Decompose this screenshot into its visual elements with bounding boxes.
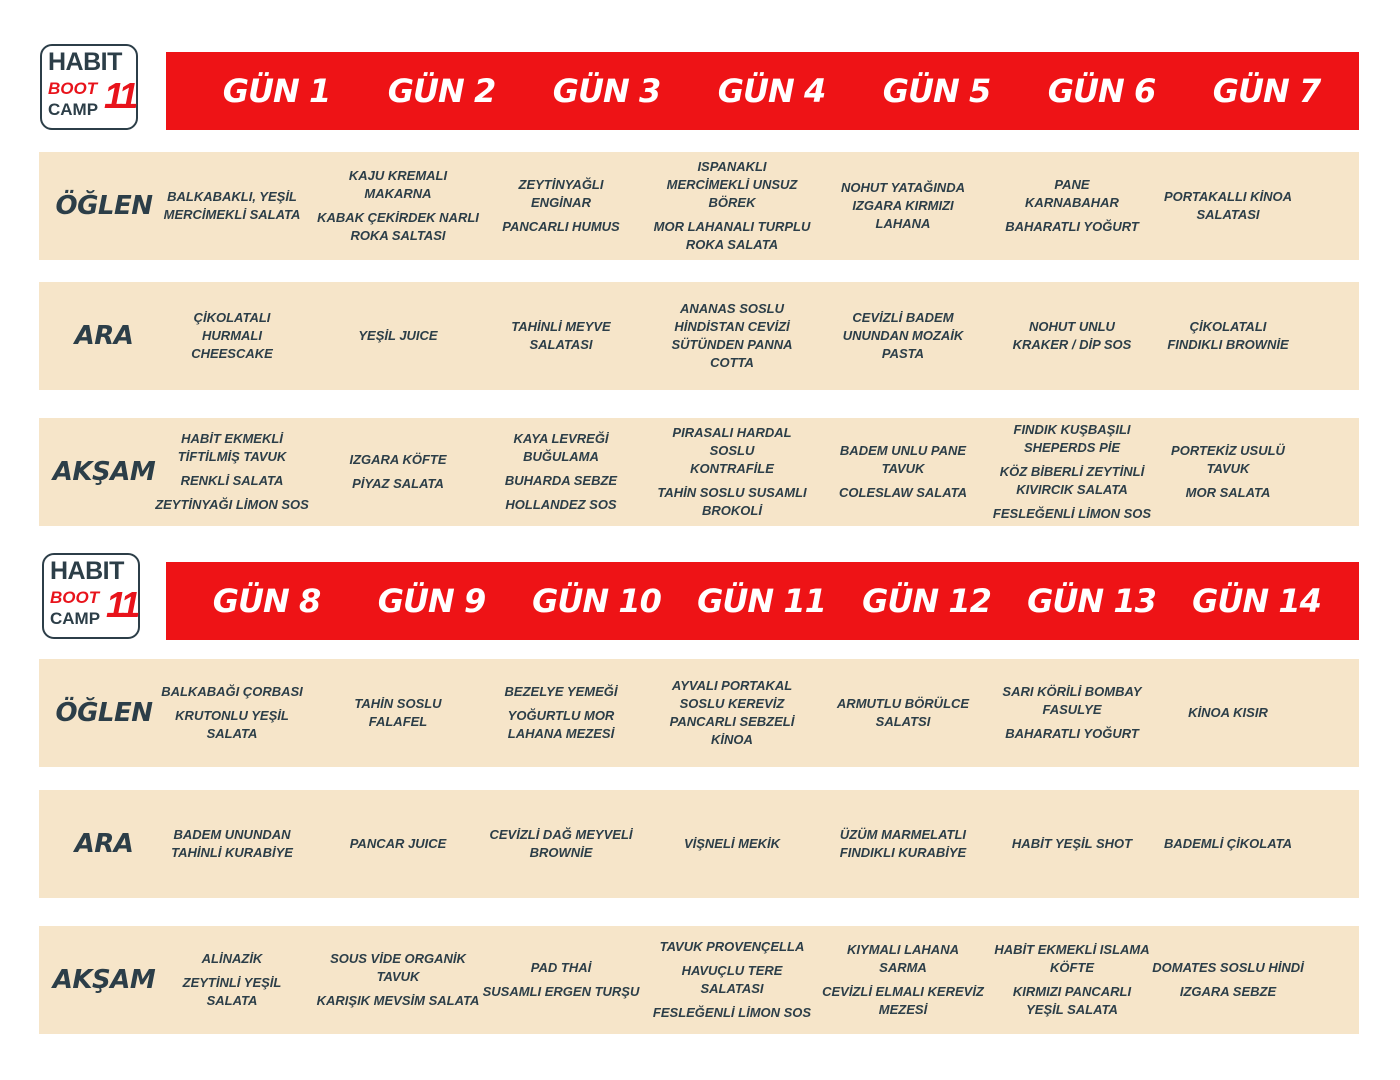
- dish-item: BADEMLİ ÇİKOLATA: [1163, 836, 1293, 851]
- menu-cell-day-5: [821, 152, 986, 260]
- dish-item: BALKABAĞI ÇORBASI: [161, 684, 303, 699]
- dish-item: CEVİZLİ DAĞ MEYVELİ BROWNİE: [489, 827, 633, 860]
- dish-item: ISPANAKLI MERCİMEKLİ UNSUZ BÖREK: [666, 159, 798, 210]
- menu-cell-day-2: [316, 282, 481, 390]
- dish-item: ÜZÜM MARMELATLI FINDIKLI KURABİYE: [839, 827, 967, 860]
- dish-item: ÇİKOLATALI FINDIKLI BROWNİE: [1167, 319, 1289, 352]
- dish-item: ÇİKOLATALI HURMALI CHEESCAKE: [191, 310, 273, 361]
- logo-boot-text: BOOT: [50, 588, 100, 607]
- dish-item: BEZELYE YEMEĞİ: [504, 684, 618, 699]
- menu-cell-day-4: [650, 790, 815, 898]
- menu-cell-day-5: [821, 418, 986, 526]
- dish-item: PİYAZ SALATA: [352, 476, 444, 491]
- menu-cell-day-6: [990, 418, 1155, 526]
- dish-item: TAVUK PROVENÇELLA: [659, 939, 805, 954]
- dish-item: PORTAKALLI KİNOA SALATASI: [1163, 189, 1293, 222]
- dish-item: TAHİNLİ MEYVE SALATASI: [511, 319, 611, 352]
- menu-cell-day-1: [150, 790, 315, 898]
- logo-camp-text: CAMP: [50, 609, 101, 628]
- day-header-7: GÜN 7: [1212, 72, 1321, 110]
- day-header-5: GÜN 5: [882, 72, 991, 110]
- dish-item: KARIŞIK MEVSİM SALATA: [316, 993, 480, 1008]
- dish-item: YEŞİL JUICE: [358, 328, 438, 343]
- dish-item: KABAK ÇEKİRDEK NARLI ROKA SALTASI: [317, 210, 479, 243]
- menu-cell-day-3: [479, 926, 644, 1034]
- menu-cell-day-3: [479, 790, 644, 898]
- week1-day-header: [166, 52, 1359, 130]
- menu-cell-day-7: [1146, 790, 1311, 898]
- dish-item: HABİT EKMEKLİ TİFTİLMİŞ TAVUK: [177, 431, 287, 464]
- menu-cell-day-7: [1146, 282, 1311, 390]
- menu-cell-day-2: [316, 790, 481, 898]
- day-header-14: GÜN 14: [1192, 582, 1321, 620]
- logo-number: 11: [104, 75, 136, 116]
- meal-label-dinner: AKŞAM: [52, 965, 156, 995]
- meal-label-dinner: AKŞAM: [52, 457, 156, 487]
- menu-cell-day-2: [316, 926, 481, 1034]
- dish-item: TAHİN SOSLU SUSAMLI BROKOLİ: [657, 485, 807, 518]
- dish-item: BALKABAKLI, YEŞİL MERCİMEKLİ SALATA: [163, 189, 301, 222]
- menu-cell-day-6: [990, 790, 1155, 898]
- week1-dinner-row: [39, 418, 1359, 526]
- menu-cell-day-4: [650, 418, 815, 526]
- dish-item: PIRASALI HARDAL SOSLU KONTRAFİLE: [672, 425, 792, 476]
- dish-item: HAVUÇLU TERE SALATASI: [681, 963, 783, 996]
- dish-item: KÖZ BİBERLİ ZEYTİNLİ KIVIRCIK SALATA: [999, 464, 1145, 497]
- dish-item: TAHİN SOSLU FALAFEL: [354, 696, 442, 729]
- menu-cell-day-2: [316, 152, 481, 260]
- dish-item: BADEM UNLU PANE TAVUK: [839, 443, 967, 476]
- menu-cell-day-6: [990, 152, 1155, 260]
- dish-item: ZEYTİNYAĞLI ENGİNAR: [518, 177, 604, 210]
- dish-item: CEVİZLİ ELMALI KEREVİZ MEZESİ: [822, 984, 984, 1017]
- dish-item: NOHUT UNLU KRAKER / DİP SOS: [1012, 319, 1132, 352]
- meal-label-lunch: ÖĞLEN: [55, 698, 153, 728]
- logo-camp-text: CAMP: [48, 100, 99, 119]
- dish-item: BAHARATLI YOĞURT: [1005, 726, 1139, 741]
- day-header-8: GÜN 8: [212, 582, 321, 620]
- week2-lunch-row: [39, 659, 1359, 767]
- dish-item: KRUTONLU YEŞİL SALATA: [175, 708, 289, 741]
- menu-cell-day-2: [316, 659, 481, 767]
- dish-item: KIYMALI LAHANA SARMA: [847, 942, 959, 975]
- menu-cell-day-7: [1146, 152, 1311, 260]
- meal-label-snack: ARA: [74, 829, 134, 859]
- week1-snack-row: [39, 282, 1359, 390]
- week2-day-header: [166, 562, 1359, 640]
- dish-item: FINDIK KUŞBAŞILI SHEPERDS PİE: [1013, 422, 1131, 455]
- meal-label-snack: ARA: [74, 321, 134, 351]
- dish-item: BUHARDA SEBZE: [504, 473, 618, 488]
- menu-cell-day-3: [479, 282, 644, 390]
- dish-item: PAD THAİ: [530, 960, 592, 975]
- dish-item: PANE KARNABAHAR: [1025, 177, 1119, 210]
- dish-item: ANANAS SOSLU HİNDİSTAN CEVİZİ SÜTÜNDEN PANNA COTTA: [671, 301, 793, 370]
- dish-item: ALİNAZİK: [201, 951, 263, 966]
- dish-item: IZGARA KÖFTE: [349, 452, 447, 467]
- dish-item: AYVALI PORTAKAL SOSLU KEREVİZ PANCARLI SEBZELİ KİNOA: [669, 678, 795, 747]
- dish-item: SOUS VİDE ORGANİK TAVUK: [330, 951, 466, 984]
- menu-cell-day-1: [150, 926, 315, 1034]
- menu-cell-day-5: [821, 926, 986, 1034]
- week2-dinner-row: [39, 926, 1359, 1034]
- dish-item: IZGARA SEBZE: [1179, 984, 1277, 999]
- dish-item: YOĞURTLU MOR LAHANA MEZESİ: [507, 708, 615, 741]
- dish-item: ARMUTLU BÖRÜLCE SALATSI: [836, 696, 970, 729]
- menu-cell-day-5: [821, 282, 986, 390]
- dish-item: RENKLİ SALATA: [180, 473, 284, 488]
- week1-lunch-row: [39, 152, 1359, 260]
- dish-item: MOR LAHANALI TURPLU ROKA SALATA: [653, 219, 811, 252]
- dish-item: NOHUT YATAĞINDA IZGARA KIRMIZI LAHANA: [841, 180, 965, 231]
- day-header-3: GÜN 3: [552, 72, 661, 110]
- dish-item: CEVİZLİ BADEM UNUNDAN MOZAİK PASTA: [842, 310, 964, 361]
- menu-cell-day-7: [1146, 926, 1311, 1034]
- dish-item: ZEYTİNLİ YEŞİL SALATA: [182, 975, 282, 1008]
- week2-snack-row: [39, 790, 1359, 898]
- day-header-12: GÜN 12: [862, 582, 991, 620]
- dish-item: PANCARLI HUMUS: [502, 219, 620, 234]
- dish-item: PORTEKİZ USULÜ TAVUK: [1171, 443, 1285, 476]
- day-header-2: GÜN 2: [387, 72, 496, 110]
- menu-cell-day-5: [821, 659, 986, 767]
- dish-item: FESLEĞENLİ LİMON SOS: [992, 506, 1152, 521]
- menu-cell-day-3: [479, 152, 644, 260]
- menu-cell-day-1: [150, 152, 315, 260]
- dish-item: VİŞNELİ MEKİK: [683, 836, 781, 851]
- logo-habit-text: HABIT: [48, 48, 122, 76]
- dish-item: KAJU KREMALI MAKARNA: [348, 168, 448, 201]
- dish-item: MOR SALATA: [1185, 485, 1271, 500]
- menu-cell-day-1: [150, 418, 315, 526]
- menu-cell-day-6: [990, 926, 1155, 1034]
- menu-cell-day-3: [479, 418, 644, 526]
- dish-item: SUSAMLI ERGEN TURŞU: [482, 984, 640, 999]
- menu-cell-day-2: [316, 418, 481, 526]
- day-header-6: GÜN 6: [1047, 72, 1156, 110]
- menu-cell-day-1: [150, 659, 315, 767]
- logo-habit-text: HABIT: [50, 557, 124, 585]
- logo-number: 11: [106, 584, 138, 625]
- dish-item: ZEYTİNYAĞI LİMON SOS: [155, 497, 309, 512]
- dish-item: KİNOA KISIR: [1188, 705, 1268, 720]
- menu-cell-day-7: [1146, 418, 1311, 526]
- logo-boot-text: BOOT: [48, 79, 98, 98]
- menu-cell-day-6: [990, 282, 1155, 390]
- day-header-9: GÜN 9: [377, 582, 486, 620]
- habit-bootcamp-logo-2: [42, 553, 140, 639]
- menu-cell-day-4: [650, 926, 815, 1034]
- dish-item: KIRMIZI PANCARLI YEŞİL SALATA: [1012, 984, 1132, 1017]
- menu-cell-day-4: [650, 659, 815, 767]
- dish-item: PANCAR JUICE: [349, 836, 447, 851]
- dish-item: HABİT EKMEKLİ ISLAMA KÖFTE: [994, 942, 1150, 975]
- day-header-4: GÜN 4: [717, 72, 826, 110]
- day-header-13: GÜN 13: [1027, 582, 1156, 620]
- dish-item: SARI KÖRİLİ BOMBAY FASULYE: [1002, 684, 1142, 717]
- menu-cell-day-6: [990, 659, 1155, 767]
- habit-bootcamp-logo: [40, 44, 138, 130]
- dish-item: BADEM UNUNDAN TAHİNLİ KURABİYE: [171, 827, 293, 860]
- menu-cell-day-1: [150, 282, 315, 390]
- menu-cell-day-4: [650, 152, 815, 260]
- day-header-1: GÜN 1: [222, 72, 331, 110]
- menu-cell-day-7: [1146, 659, 1311, 767]
- dish-item: KAYA LEVREĞİ BUĞULAMA: [513, 431, 609, 464]
- menu-cell-day-4: [650, 282, 815, 390]
- day-header-11: GÜN 11: [697, 582, 826, 620]
- dish-item: COLESLAW SALATA: [838, 485, 968, 500]
- dish-item: HABİT YEŞİL SHOT: [1011, 836, 1133, 851]
- dish-item: HOLLANDEZ SOS: [505, 497, 617, 512]
- day-header-10: GÜN 10: [532, 582, 661, 620]
- dish-item: BAHARATLI YOĞURT: [1005, 219, 1139, 234]
- menu-cell-day-3: [479, 659, 644, 767]
- dish-item: FESLEĞENLİ LİMON SOS: [652, 1005, 812, 1020]
- meal-label-lunch: ÖĞLEN: [55, 191, 153, 221]
- dish-item: DOMATES SOSLU HİNDİ: [1152, 960, 1304, 975]
- menu-cell-day-5: [821, 790, 986, 898]
